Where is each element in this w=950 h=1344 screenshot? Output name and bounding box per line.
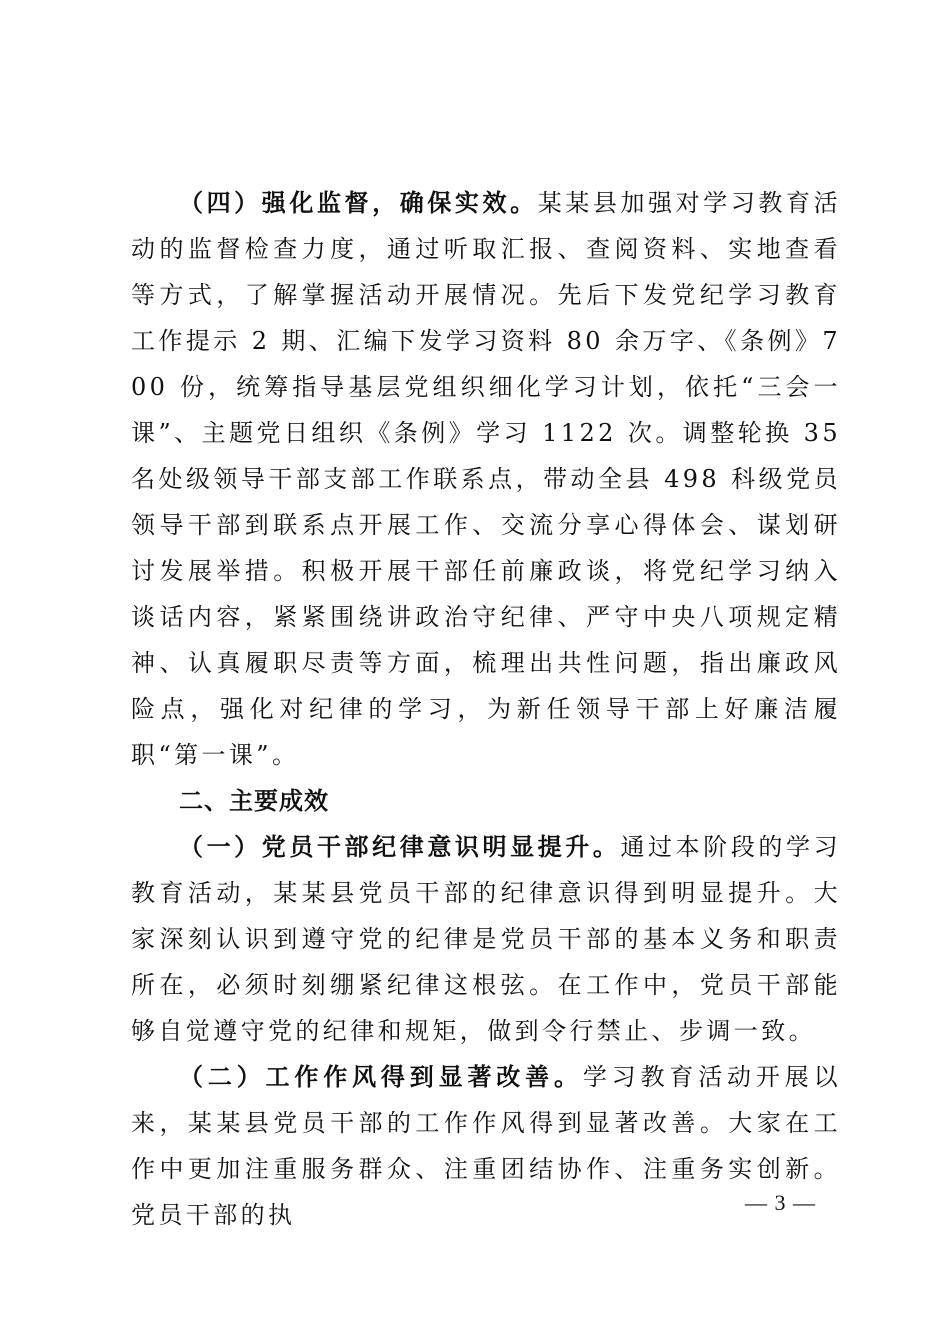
paragraph-discipline-awareness: [131, 824, 841, 1054]
paragraph-text: 通过本阶段的学习教育活动，某某县党员干部的纪律意识得到明显提升。大家深刻认识到遵守党的纪律是党员干部的基本义务和职责所在，必须时刻绷紧纪律这根弦。在工作中，党员干部能够自觉遵守党的纪律和规矩，做到令行禁止、步调一致。: [131, 833, 841, 1045]
paragraph-supervision: [131, 180, 841, 778]
paragraph-work-style: [131, 1054, 841, 1238]
section-heading: 二、主要成效: [179, 787, 329, 815]
paragraph-lead: （二）工作作风得到显著改善。: [179, 1062, 583, 1091]
paragraph-text: 学习教育活动开展以来，某某县党员干部的工作作风得到显著改善。大家在工作中更加注重服务群众、注重团结协作、注重务实创新。党员干部的执: [131, 1063, 841, 1229]
document-body: [131, 180, 841, 1238]
paragraph-lead: （一）党员干部纪律意识明显提升。: [179, 832, 621, 861]
paragraph-text: 某某县加强对学习教育活动的监督检查力度，通过听取汇报、查阅资料、实地查看等方式，了解掌握活动开展情况。先后下发党纪学习教育工作提示 2 期、汇编下发学习资料 80 余万字、《条例》700 份，统筹指导基层党组织细化学习计划，依托“三会一课”、主题党日组织《条例》学习 1122 次。调整轮换 35 名处级领导干部支部工作联系点，带动全县 498 科级党员领导干部到联系点开展工作、交流分享心得体会、谋划研讨发展举措。积极开展干部任前廉政谈，将党纪学习纳入谈话内容，紧紧围绕讲政治守纪律、严守中央八项规定精神、认真履职尽责等方面，梳理出共性问题，指出廉政风险点，强化对纪律的学习，为新任领导干部上好廉洁履职“第一课”。: [131, 189, 841, 769]
page-number: — 3 —: [745, 1190, 816, 1215]
paragraph-lead: （四）强化监督，确保实效。: [179, 188, 538, 217]
